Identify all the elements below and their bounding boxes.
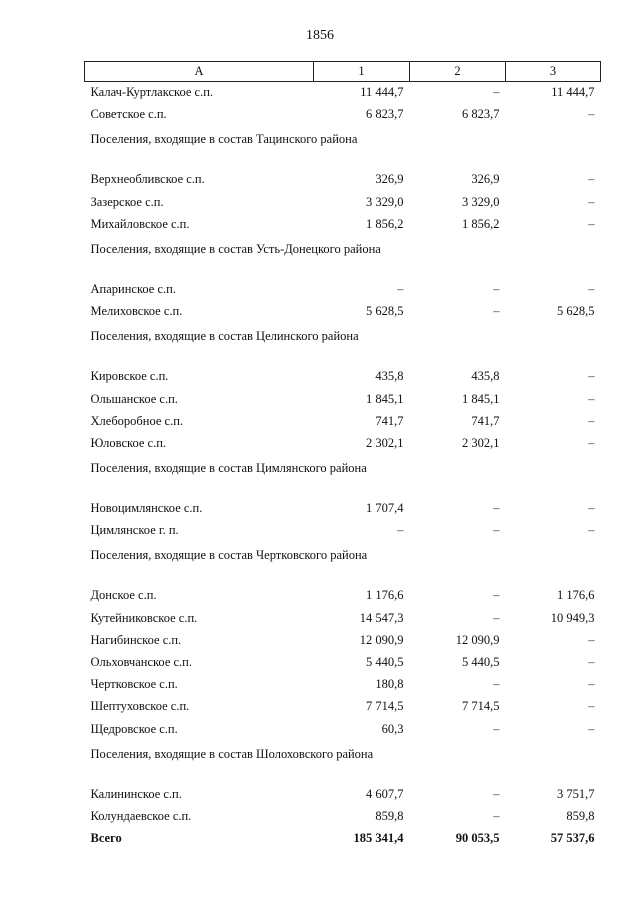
settlement-name-cell: Кировское с.п. — [90, 369, 169, 384]
header-row — [85, 62, 601, 82]
value-col-1-cell: 185 341,4 — [353, 831, 404, 846]
value-col-3-cell: – — [588, 216, 595, 231]
table-row — [85, 522, 601, 544]
table-row — [85, 654, 601, 676]
header-col-1: 1 — [314, 62, 410, 82]
table-row — [85, 808, 601, 830]
table-row — [85, 171, 601, 193]
value-col-3-cell: 1 176,6 — [557, 588, 595, 603]
value-col-2-cell: – — [493, 610, 500, 625]
settlement-name-cell: Юловское с.п. — [90, 435, 167, 450]
district-group-label: Поселения, входящие в состав Цимлянского района — [90, 461, 367, 476]
value-col-2-cell: – — [493, 501, 500, 516]
value-col-3-cell: 3 751,7 — [557, 786, 595, 801]
settlement-name-cell: Зазерское с.п. — [90, 194, 164, 209]
district-group-row — [85, 128, 601, 171]
value-col-2-cell: – — [493, 281, 500, 296]
settlement-name-cell: Кутейниковское с.п. — [90, 610, 198, 625]
value-col-3-cell: – — [588, 172, 595, 187]
value-col-2-cell: – — [493, 786, 500, 801]
table-row — [85, 721, 601, 743]
header-col-2: 2 — [410, 62, 506, 82]
table-row — [85, 106, 601, 128]
value-col-3-cell: 859,8 — [566, 808, 595, 823]
value-col-1-cell: 14 547,3 — [359, 610, 404, 625]
value-col-1-cell: 741,7 — [375, 413, 404, 428]
value-col-3-cell: – — [588, 107, 595, 122]
table-row — [85, 194, 601, 216]
settlement-name-cell: Апаринское с.п. — [90, 281, 176, 296]
value-col-3-cell: – — [588, 369, 595, 384]
settlement-name-cell: Ольховчанское с.п. — [90, 655, 192, 669]
district-group-label: Поселения, входящие в состав Чертковского района — [90, 548, 368, 563]
value-col-3-cell: 10 949,3 — [550, 610, 595, 625]
value-col-1-cell: 435,8 — [375, 369, 404, 384]
table-row — [85, 303, 601, 325]
district-group-row — [85, 544, 601, 587]
value-col-2-cell: 6 823,7 — [462, 107, 500, 122]
settlement-name-cell: Калач-Куртлакское с.п. — [90, 85, 214, 99]
value-col-2-cell: 1 845,1 — [462, 391, 500, 406]
settlement-name-cell: Калининское с.п. — [90, 786, 182, 801]
settlement-name-cell: Цимлянское г. п. — [90, 523, 179, 538]
value-col-1-cell: – — [397, 523, 404, 538]
value-col-1-cell: 1 707,4 — [366, 501, 404, 516]
table-header — [85, 62, 601, 82]
district-group-row — [85, 457, 601, 500]
value-col-1-cell: – — [397, 281, 404, 296]
table-row — [85, 698, 601, 720]
value-col-3-cell: – — [588, 699, 595, 714]
value-col-2-cell: – — [493, 808, 500, 823]
value-col-3-cell: – — [588, 281, 595, 296]
district-group-row — [85, 325, 601, 368]
value-col-3-cell: – — [588, 194, 595, 209]
settlement-name-cell: Донское с.п. — [90, 588, 157, 603]
value-col-3-cell: – — [588, 413, 595, 428]
value-col-1-cell: 11 444,7 — [360, 85, 404, 99]
table-row — [85, 368, 601, 390]
settlement-name-cell: Чертковское с.п. — [90, 677, 178, 692]
table-row — [85, 281, 601, 303]
value-col-3-cell: 57 537,6 — [550, 831, 595, 846]
table-row — [85, 610, 601, 632]
value-col-2-cell: – — [493, 721, 500, 736]
value-col-2-cell: – — [493, 677, 500, 692]
settlement-name-cell: Нагибинское с.п. — [90, 632, 182, 647]
district-group-label: Поселения, входящие в состав Шолоховского района — [90, 746, 374, 761]
header-col-3: 3 — [506, 62, 601, 82]
table-row — [85, 676, 601, 698]
value-col-1-cell: 5 628,5 — [366, 304, 404, 319]
table-row — [85, 391, 601, 413]
value-col-2-cell: 90 053,5 — [455, 831, 500, 846]
value-col-3-cell: – — [588, 435, 595, 450]
settlement-name-cell: Колундаевское с.п. — [90, 808, 192, 823]
value-col-3-cell: – — [588, 721, 595, 736]
value-col-2-cell: 3 329,0 — [462, 194, 500, 209]
table-row — [85, 500, 601, 522]
district-group-label: Поселения, входящие в состав Усть-Донецкого района — [90, 241, 381, 256]
total-row — [85, 830, 601, 852]
settlement-name-cell: Всего — [90, 831, 122, 846]
settlement-name-cell: Михайловское с.п. — [90, 216, 190, 231]
value-col-1-cell: 4 607,7 — [366, 786, 404, 801]
value-col-3-cell: 5 628,5 — [557, 304, 595, 319]
budget-table — [84, 61, 601, 852]
value-col-1-cell: 12 090,9 — [359, 632, 404, 647]
value-col-2-cell: – — [493, 304, 500, 319]
value-col-1-cell: 5 440,5 — [366, 655, 404, 669]
district-group-label: Поселения, входящие в состав Целинского района — [90, 329, 359, 344]
value-col-3-cell: 11 444,7 — [551, 85, 595, 99]
district-group-label: Поселения, входящие в состав Тацинского района — [90, 132, 358, 147]
page-number: 1856 — [306, 28, 334, 43]
value-col-3-cell: – — [588, 501, 595, 516]
settlement-name-cell: Новоцимлянское с.п. — [90, 501, 203, 516]
settlement-name-cell: Верхнеобливское с.п. — [90, 172, 205, 187]
value-col-2-cell: – — [493, 85, 500, 99]
value-col-3-cell: – — [588, 391, 595, 406]
value-col-2-cell: 435,8 — [471, 369, 500, 384]
value-col-2-cell: 326,9 — [471, 172, 500, 187]
settlement-name-cell: Хлеборобное с.п. — [90, 413, 184, 428]
value-col-2-cell: 5 440,5 — [462, 655, 500, 669]
value-col-3-cell: – — [588, 523, 595, 538]
value-col-2-cell: 2 302,1 — [462, 435, 500, 450]
value-col-3-cell: – — [588, 655, 595, 669]
value-col-1-cell: 1 176,6 — [366, 588, 404, 603]
value-col-2-cell: 1 856,2 — [462, 216, 500, 231]
settlement-name-cell: Мелиховское с.п. — [90, 304, 183, 319]
table-row — [85, 413, 601, 435]
header-col-a: А — [85, 62, 314, 82]
value-col-2-cell: 741,7 — [471, 413, 500, 428]
value-col-1-cell: 1 856,2 — [366, 216, 404, 231]
value-col-2-cell: – — [493, 588, 500, 603]
table-row — [85, 587, 601, 609]
table-row — [85, 82, 601, 107]
settlement-name-cell: Шептуховское с.п. — [90, 699, 190, 714]
table-row — [85, 216, 601, 238]
value-col-1-cell: 7 714,5 — [366, 699, 404, 714]
value-col-1-cell: 1 845,1 — [366, 391, 404, 406]
value-col-2-cell: – — [493, 523, 500, 538]
table-row — [85, 435, 601, 457]
table-body — [85, 82, 601, 853]
settlement-name-cell: Ольшанское с.п. — [90, 391, 178, 406]
settlement-name-cell: Щедровское с.п. — [90, 721, 178, 736]
district-group-row — [85, 743, 601, 786]
settlement-name-cell: Советское с.п. — [90, 107, 167, 122]
value-col-1-cell: 3 329,0 — [366, 194, 404, 209]
value-col-1-cell: 859,8 — [375, 808, 404, 823]
value-col-2-cell: 7 714,5 — [462, 699, 500, 714]
table-row — [85, 786, 601, 808]
district-group-row — [85, 238, 601, 281]
value-col-1-cell: 326,9 — [375, 172, 404, 187]
value-col-1-cell: 6 823,7 — [366, 107, 404, 122]
value-col-1-cell: 2 302,1 — [366, 435, 404, 450]
table-row — [85, 632, 601, 654]
value-col-3-cell: – — [588, 632, 595, 647]
value-col-2-cell: 12 090,9 — [455, 632, 500, 647]
value-col-1-cell: 60,3 — [381, 721, 404, 736]
value-col-3-cell: – — [588, 677, 595, 692]
value-col-1-cell: 180,8 — [375, 677, 404, 692]
